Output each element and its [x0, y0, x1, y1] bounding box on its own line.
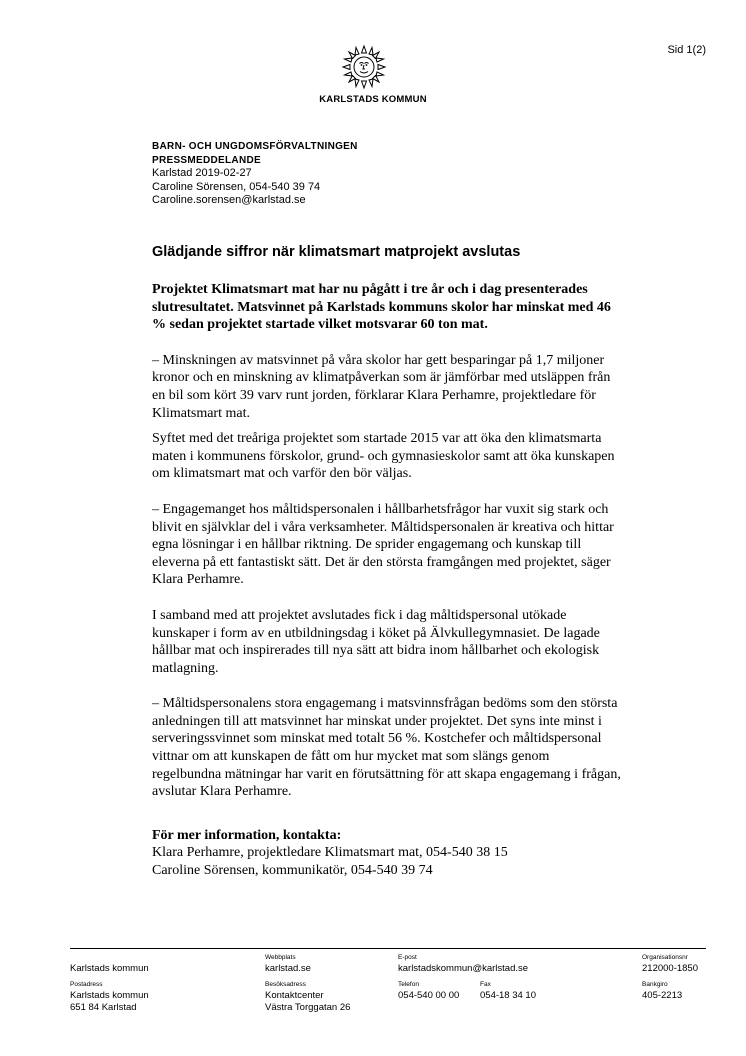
body-paragraph: Syftet med det treåriga projektet som startade 2015 var att öka den klimatsmarta maten i kommunens förskolor, grund- och gymnasieskolor samt att öka kunskapen om klimatsmart mat och varför den bör väljas.: [152, 431, 615, 482]
page-number: Sid 1(2): [667, 44, 706, 56]
footer-postal-line: 651 84 Karlstad: [70, 1002, 137, 1013]
footer-fax-value: 054-18 34 10: [480, 990, 536, 1001]
footer-email-label: E-post: [398, 954, 417, 961]
body-paragraph: – Måltidspersonalens stora engagemang i matsvinnsfrågan bedöms som den största anledningen till att matsvinnet har minskat under projektet. Det syns inte minst i serveringssvinnet som minskat med totalt 56 %. Kostchefer och måltidspersonal vittnar om att kunskapen de fått om hur mycket mat som slängs genom regelbundna mätningar har varit en förutsättning för att skapa engagemang i frågan, avslutar Klara Perhamre.: [152, 696, 621, 800]
footer-orgnr-value: 212000-1850: [642, 963, 698, 974]
lead-paragraph: Projektet Klimatsmart mat har nu pågått i tre år och i dag presenterades slutresultatet. Matsvinnet på Karlstads kommuns skolor har minskat med 46 % sedan projektet startade vilket motsvarar 60 ton mat.: [152, 282, 611, 333]
body-paragraph: – Minskningen av matsvinnet på våra skolor har gett besparingar på 1,7 miljoner kronor och en minskning av klimatpåverkan som är jämförbar med utsläppen från en bil som kört 39 varv runt jorden, förklarar Klara Perhamre, projektledare för Klimatsmart mat.: [152, 352, 611, 421]
footer-bankgiro-label: Bankgiro: [642, 981, 668, 988]
footer-postal-line: Karlstads kommun: [70, 990, 149, 1001]
footer-fax-label: Fax: [480, 981, 491, 988]
footer-phone-label: Telefon: [398, 981, 419, 988]
footer-email-link[interactable]: karlstadskommun@karlstad.se: [398, 963, 529, 974]
footer-visit-label: Besöksadress: [265, 981, 306, 988]
place-date: Karlstad 2019-02-27: [152, 167, 252, 179]
body-paragraph: I samband med att projektet avslutades fick i dag måltidspersonal utökade kunskaper i form av en utbildningsdag i köket på Älvkullegymnasiet. De lagade hållbar mat och inspirerades till nya sätt att bidra inom hållbarhet och ekologisk matlagning.: [152, 607, 600, 676]
headline: Glädjande siffror när klimatsmart matprojekt avslutas: [152, 244, 521, 260]
header-email: Caroline.sorensen@karlstad.se: [152, 194, 306, 206]
department-name: BARN- OCH UNGDOMSFÖRVALTNINGEN: [152, 141, 358, 152]
footer-visit-line: Kontaktcenter: [265, 990, 324, 1001]
press-header: [152, 140, 358, 208]
contact-title: För mer information, kontakta:: [152, 827, 342, 843]
org-name: KARLSTADS KOMMUN: [319, 94, 427, 105]
footer-postal-label: Postadress: [70, 981, 103, 988]
document-type: PRESSMEDDELANDE: [152, 154, 261, 166]
contact-line: Klara Perhamre, projektledare Klimatsmart mat, 054-540 38 15: [152, 845, 508, 861]
sun-face-logo-icon: [341, 44, 387, 90]
header-contact: Caroline Sörensen, 054-540 39 74: [152, 180, 321, 193]
footer-web-label: Webbplats: [265, 954, 296, 961]
contact-line: Caroline Sörensen, kommunikatör, 054-540 39 74: [152, 863, 433, 879]
footer-orgnr-label: Organisationsnr: [642, 954, 688, 961]
footer-org-name: Karlstads kommun: [70, 963, 149, 974]
footer-visit-line: Västra Torggatan 26: [265, 1002, 351, 1013]
body-paragraph: – Engagemanget hos måltidspersonalen i hållbarhetsfrågor har vuxit sig stark och blivit en självklar del i våra verksamheter. Måltidspersonalen är kreativa och hittar egna lösningar i en hållbar riktning. De sprider engagemang och kunskap till eleverna på ett fantastiskt sätt. Det är den största framgången med projektet, säger Klara Perhamre.: [152, 501, 614, 588]
footer-divider: [70, 948, 706, 949]
body-text: [152, 281, 622, 880]
footer-phone-value: 054-540 00 00: [398, 990, 460, 1001]
footer-bankgiro-value: 405-2213: [642, 990, 683, 1001]
footer-web-link[interactable]: karlstad.se: [265, 963, 311, 974]
